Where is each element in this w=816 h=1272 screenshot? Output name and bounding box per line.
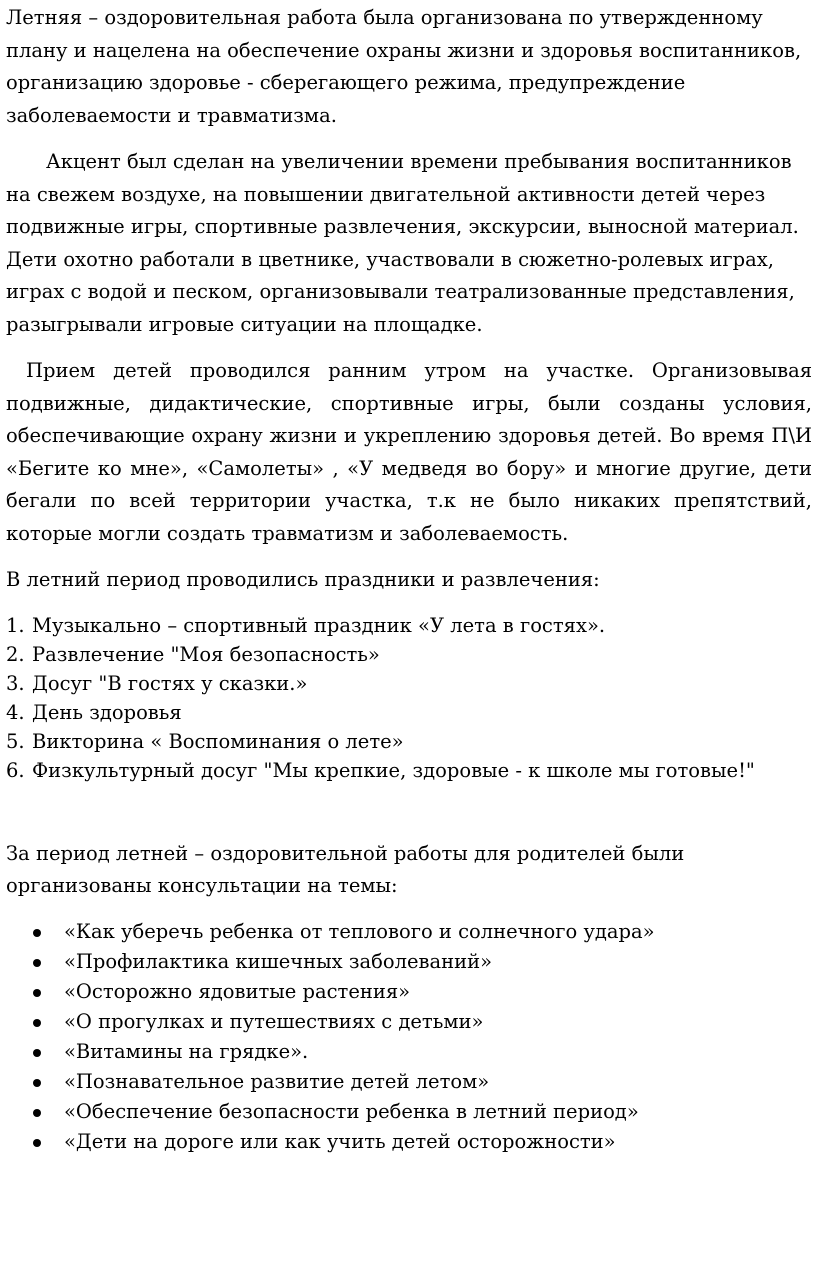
blank-line	[6, 785, 812, 838]
bullet-icon	[33, 1019, 41, 1027]
document-page	[6, 2, 812, 1157]
list-number: 2.	[6, 642, 25, 666]
list-item	[6, 977, 812, 1007]
list-item	[6, 947, 812, 977]
list-item-text: Викторина « Воспоминания о лете»	[32, 729, 404, 753]
list-item	[6, 1007, 812, 1037]
consultations-list	[6, 917, 812, 1157]
events-list	[6, 611, 812, 785]
list-item	[6, 1097, 812, 1127]
intro-paragraph: Летняя – оздоровительная работа была организована по утвержденному плану и нацелена на обеспечение охраны жизни и здоровья воспитанников, организацию здоровье - сберегающего режима, предупреждение заболеваемости и травматизма.	[6, 6, 802, 127]
list-item-text: Досуг "В гостях у сказки.»	[32, 671, 308, 695]
consultations-heading: За период летней – оздоровительной работы для родителей были организованы консультации на темы:	[6, 841, 685, 897]
list-item-text: «О прогулках и путешествиях с детьми»	[64, 1009, 484, 1033]
list-item	[6, 611, 812, 640]
bullet-icon	[33, 1079, 41, 1087]
list-number: 3.	[6, 671, 25, 695]
list-item	[6, 698, 812, 727]
list-item	[6, 1037, 812, 1067]
bullet-icon	[33, 1049, 41, 1057]
list-item-text: «Витамины на грядке».	[64, 1039, 309, 1063]
list-item-text: «Дети на дороге или как учить детей осторожности»	[64, 1129, 616, 1153]
focus-paragraph: Акцент был сделан на увеличении времени пребывания воспитанников на свежем воздухе, на повышении двигательной активности детей через подвижные игры, спортивные развлечения, экскурсии, выносной материал. Дети охотно работали в цветнике, участвовали в сюжетно-ролевых играх, играх с водой и песком, организовывали театрализованные представления, разыгрывали игровые ситуации на площадке.	[6, 150, 799, 336]
bullet-icon	[33, 989, 41, 997]
list-item	[6, 640, 812, 669]
list-item	[6, 756, 812, 785]
list-number: 6.	[6, 758, 25, 782]
list-item	[6, 1067, 812, 1097]
list-number: 1.	[6, 613, 25, 637]
bullet-icon	[33, 1139, 41, 1147]
list-item-text: «Профилактика кишечных заболеваний»	[64, 949, 493, 973]
list-number: 4.	[6, 700, 25, 724]
list-item	[6, 669, 812, 698]
list-item	[6, 727, 812, 756]
list-item-text: «Обеспечение безопасности ребенка в летний период»	[64, 1099, 639, 1123]
list-number: 5.	[6, 729, 25, 753]
list-item-text: День здоровья	[32, 700, 182, 724]
list-item-text: Музыкально – спортивный праздник «У лета в гостях».	[32, 613, 606, 637]
bullet-icon	[33, 959, 41, 967]
list-item	[6, 1127, 812, 1157]
bullet-icon	[33, 1109, 41, 1117]
bullet-icon	[33, 929, 41, 937]
list-item-text: «Осторожно ядовитые растения»	[64, 979, 411, 1003]
events-heading: В летний период проводились праздники и развлечения:	[6, 568, 600, 591]
list-item-text: Развлечение "Моя безопасность»	[32, 642, 380, 666]
list-item	[6, 917, 812, 947]
list-item-text: Физкультурный досуг "Мы крепкие, здоровые - к школе мы готовые!"	[32, 758, 755, 782]
list-item-text: «Как уберечь ребенка от теплового и солнечного удара»	[64, 919, 655, 943]
list-item-text: «Познавательное развитие детей летом»	[64, 1069, 490, 1093]
reception-paragraph: Прием детей проводился ранним утром на участке. Организовывая подвижные, дидактические, спортивные игры, были созданы условия, обеспечивающие охрану жизни и укреплению здоровья детей. Во время П\И «Бегите ко мне», «Самолеты» , «У медведя во бору» и многие другие, дети бегали по всей территории участка, т.к не было никаких препятствий, которые могли создать травматизм и заболеваемость.	[6, 359, 812, 545]
